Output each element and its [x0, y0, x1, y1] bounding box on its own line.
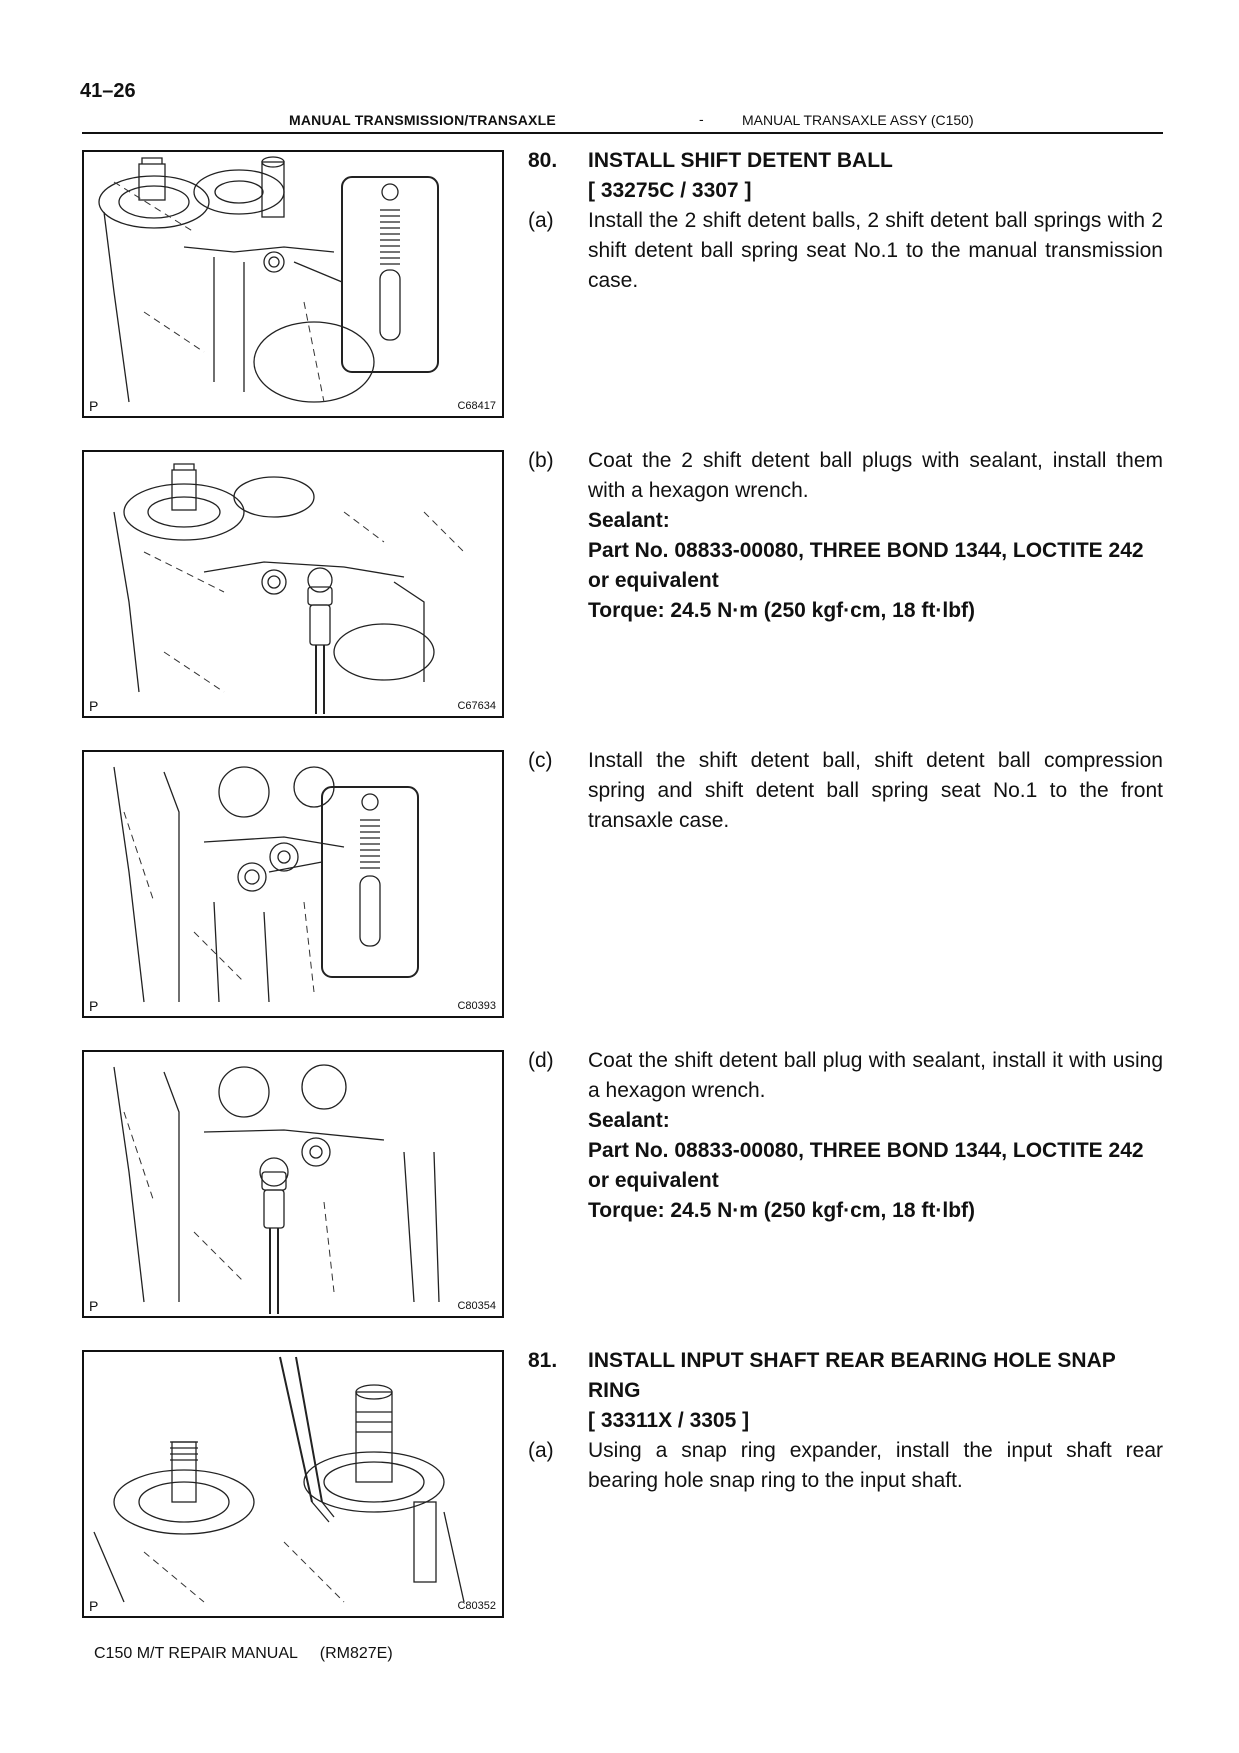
step-number: 80.: [528, 149, 558, 172]
figure-corner-label: P: [89, 1598, 99, 1614]
footer-manual-title: C150 M/T REPAIR MANUAL: [94, 1645, 298, 1662]
sealant-spec: Part No. 08833-00080, THREE BOND 1344, LOCTITE 242 or equivalent: [588, 539, 1144, 592]
substep-b: [528, 446, 1163, 506]
footer-manual-code: (RM827E): [319, 1645, 393, 1662]
figure-code: C80354: [457, 1300, 496, 1312]
page-footer: [94, 1645, 393, 1663]
step-title: INSTALL INPUT SHAFT REAR BEARING HOLE SNAP RING: [588, 1349, 1116, 1402]
front-case-wrench-drawing: [84, 1052, 502, 1316]
figure-detent-plug-install: [82, 450, 504, 718]
substep-a: [528, 1436, 1163, 1496]
step-81-heading: [528, 1346, 1163, 1406]
figure-corner-label: P: [89, 1298, 99, 1314]
step-reference: [ 33311X / 3305 ]: [588, 1409, 750, 1432]
figure-corner-label: P: [89, 998, 99, 1014]
figure-code: C80393: [457, 1000, 496, 1012]
substep-text: Using a snap ring expander, install the input shaft rear bearing hole snap ring to the input shaft.: [588, 1439, 1163, 1492]
header-subsection: MANUAL TRANSAXLE ASSY (C150): [742, 112, 974, 128]
header-section: MANUAL TRANSMISSION/TRANSAXLE: [289, 112, 556, 128]
step-81-block: [528, 1346, 1163, 1496]
front-transaxle-case-drawing: [84, 752, 502, 1016]
page-number: 41–26: [80, 80, 136, 102]
step-80b-block: [528, 446, 1163, 626]
substep-d: [528, 1046, 1163, 1106]
step-80-heading: [528, 146, 1163, 176]
step-number: 81.: [528, 1349, 558, 1372]
header-separator: -: [699, 111, 704, 127]
transmission-case-drawing: [84, 152, 502, 416]
figure-code: C67634: [457, 700, 496, 712]
substep-label: (b): [528, 449, 554, 472]
step-80d-block: [528, 1046, 1163, 1226]
sealant-spec: Part No. 08833-00080, THREE BOND 1344, LOCTITE 242 or equivalent: [588, 1139, 1144, 1192]
substep-c: [528, 746, 1163, 836]
torque-spec: Torque: 24.5 N·m (250 kgf·cm, 18 ft·lbf): [588, 599, 976, 622]
sealant-label: Sealant:: [588, 1109, 670, 1132]
running-header: [82, 110, 1163, 134]
substep-label: (d): [528, 1049, 554, 1072]
figure-code: C80352: [457, 1600, 496, 1612]
figure-front-case-detent-ball: [82, 750, 504, 1018]
step-title: INSTALL SHIFT DETENT BALL: [588, 149, 893, 172]
figure-front-case-plug: [82, 1050, 504, 1318]
sealant-label: Sealant:: [588, 509, 670, 532]
figure-corner-label: P: [89, 398, 99, 414]
step-80-block: [528, 146, 1163, 296]
substep-text: Install the shift detent ball, shift detent ball compression spring and shift detent ball spring seat No.1 to the front transaxle case.: [588, 749, 1163, 832]
substep-label: (a): [528, 209, 554, 232]
torque-spec: Torque: 24.5 N·m (250 kgf·cm, 18 ft·lbf): [588, 1199, 976, 1222]
step-reference: [ 33275C / 3307 ]: [588, 179, 752, 202]
figure-snap-ring-install: [82, 1350, 504, 1618]
substep-text: Install the 2 shift detent balls, 2 shift detent ball springs with 2 shift detent ball spring seat No.1 to the manual transmission case.: [588, 209, 1163, 292]
substep-label: (c): [528, 749, 553, 772]
snap-ring-expander-drawing: [84, 1352, 502, 1616]
figure-code: C68417: [457, 400, 496, 412]
substep-text: Coat the 2 shift detent ball plugs with sealant, install them with a hexagon wrench.: [588, 449, 1163, 502]
substep-label: (a): [528, 1439, 554, 1462]
transmission-case-wrench-drawing: [84, 452, 502, 716]
substep-text: Coat the shift detent ball plug with sealant, install it with using a hexagon wrench.: [588, 1049, 1163, 1102]
step-80c-block: [528, 746, 1163, 836]
figure-detent-ball-install: [82, 150, 504, 418]
figure-corner-label: P: [89, 698, 99, 714]
substep-a: [528, 206, 1163, 296]
